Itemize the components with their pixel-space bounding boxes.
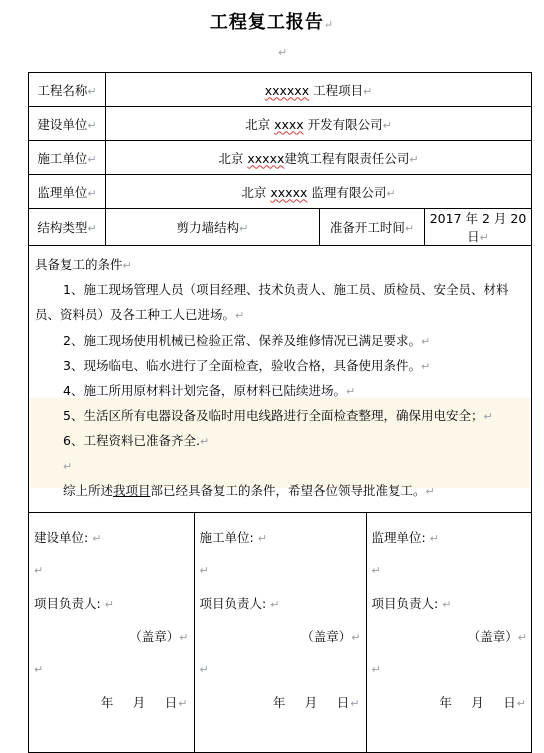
document-title: 工程复工报告↵ <box>209 12 335 33</box>
structure-value[interactable]: 剪力墙结构↵ <box>106 209 320 246</box>
condition-item-2: 2、施工现场使用机械已检验正常、保养及维修情况已满足要求。↵ <box>63 333 431 348</box>
supervisor-manager-label: 项目负责人: ↵ <box>371 596 452 611</box>
supervisor-seal-label: （盖章）↵ <box>467 629 527 644</box>
empty-paragraph: ↵ <box>63 460 73 473</box>
conditions-row <box>29 246 532 513</box>
paragraph-mark-icon: ↵ <box>34 564 44 577</box>
builder-value[interactable]: 北京 xxxx 开发有限公司↵ <box>106 107 532 141</box>
paragraph-mark-icon: ↵ <box>199 564 209 577</box>
builder-manager-label: 项目负责人: ↵ <box>34 596 114 611</box>
condition-item-3: 3、现场临电、临水进行了全面检查，验收合格，具备使用条件。↵ <box>63 358 431 373</box>
signatures-row <box>29 513 532 753</box>
project-name-row <box>29 73 532 107</box>
structure-label: 结构类型↵ <box>29 209 106 246</box>
contractor-sign-unit-label: 施工单位: ↵ <box>199 530 267 545</box>
builder-seal-label: （盖章）↵ <box>129 629 189 644</box>
contractor-value[interactable]: 北京 xxxxx建筑工程有限责任公司↵ <box>106 141 532 175</box>
condition-item-4: 4、施工所用原材料计划完备，原材料已陆续进场。↵ <box>63 383 356 398</box>
conditions-cell[interactable] <box>29 246 532 513</box>
conditions-summary: 综上所述我项目部已经具备复工的条件，希望各位领导批准复工。↵ <box>63 483 435 498</box>
condition-item-6: 6、工程资料已准备齐全.↵ <box>63 433 210 448</box>
paragraph-mark-icon: ↵ <box>199 663 209 676</box>
contractor-row <box>29 141 532 175</box>
start-time-value[interactable]: 2017 年 2 月 20 日↵ <box>425 209 532 246</box>
project-name-value[interactable]: xxxxxx 工程项目↵ <box>106 73 532 107</box>
builder-row <box>29 107 532 141</box>
supervisor-row <box>29 175 532 209</box>
supervisor-label: 监理单位↵ <box>29 175 106 209</box>
condition-item-1: 1、施工现场管理人员（项目经理、技术负责人、施工员、质检员、安全员、材料员、资料员）及各工种工人已进场。↵ <box>35 282 509 322</box>
paragraph-mark-icon: ↵ <box>371 663 381 676</box>
supervisor-date-label: 年 月 日↵ <box>439 695 527 710</box>
structure-row <box>29 209 532 246</box>
contractor-date-label: 年 月 日↵ <box>272 695 361 710</box>
paragraph-mark-icon: ↵ <box>371 564 381 577</box>
conditions-heading: 具备复工的条件↵ <box>35 257 132 272</box>
builder-label: 建设单位↵ <box>29 107 106 141</box>
supervisor-sign-unit-label: 监理单位: ↵ <box>371 530 439 545</box>
signature-table <box>29 513 532 752</box>
builder-sign-unit-label: 建设单位: ↵ <box>34 530 102 545</box>
builder-signature-block[interactable] <box>29 513 194 752</box>
start-time-label: 准备开工时间↵ <box>320 209 425 246</box>
contractor-signature-block[interactable] <box>194 513 366 752</box>
supervisor-value[interactable]: 北京 xxxxx 监理有限公司↵ <box>106 175 532 209</box>
condition-item-5: 5、生活区所有电器设备及临时用电线路进行全面检查整理，确保用电安全；↵ <box>63 408 493 423</box>
builder-date-label: 年 月 日↵ <box>100 695 189 710</box>
contractor-label: 施工单位↵ <box>29 141 106 175</box>
project-name-label: 工程名称↵ <box>29 73 106 107</box>
contractor-seal-label: （盖章）↵ <box>301 629 361 644</box>
contractor-manager-label: 项目负责人: ↵ <box>199 596 280 611</box>
paragraph-mark-icon: ↵ <box>34 663 44 676</box>
paragraph-mark-icon: ↵ <box>278 46 288 59</box>
report-table <box>28 72 532 753</box>
supervisor-signature-block[interactable] <box>366 513 532 752</box>
